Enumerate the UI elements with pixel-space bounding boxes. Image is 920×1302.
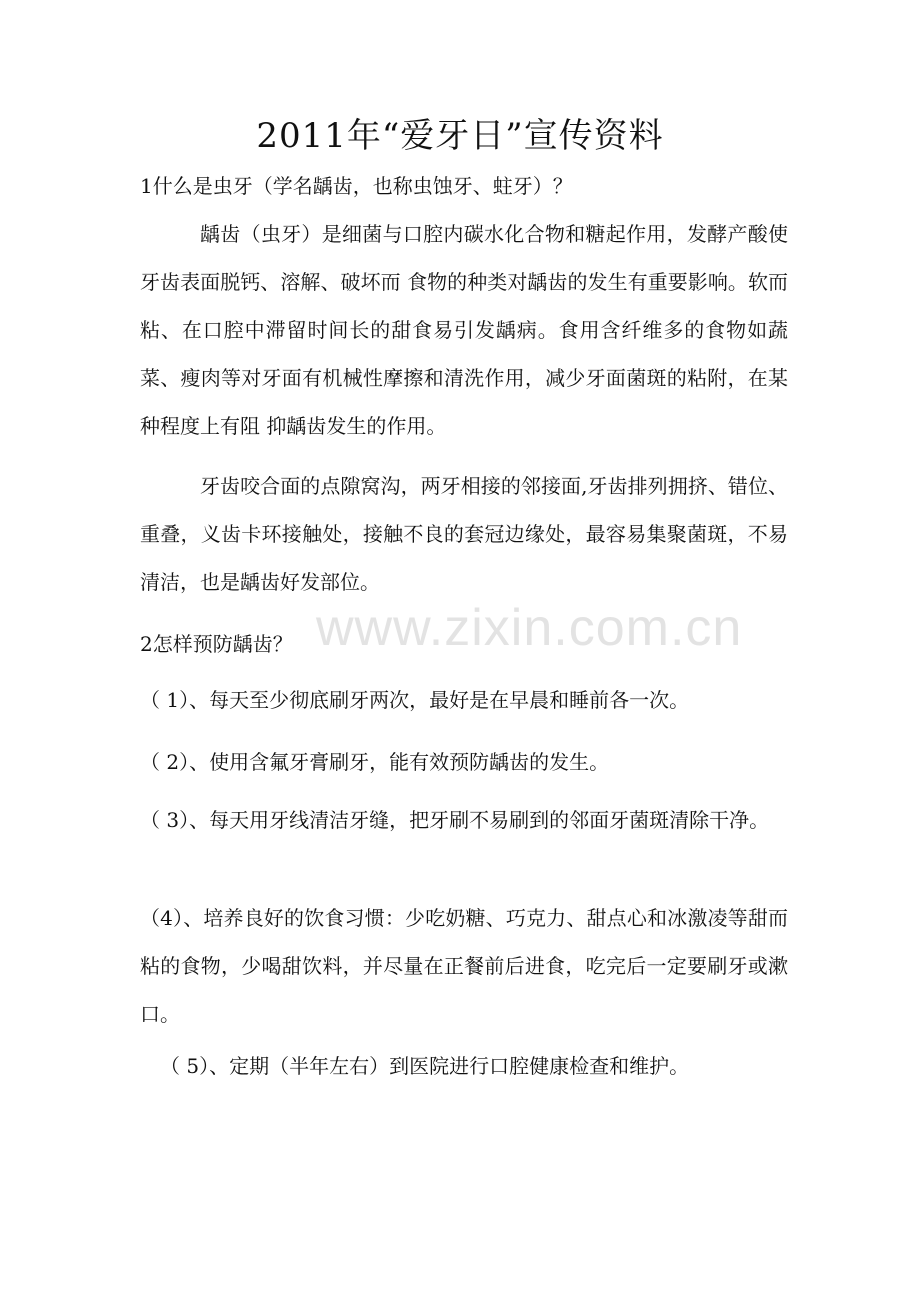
section-heading-prevention: 2怎样预防龋齿？	[140, 632, 293, 656]
prevention-item-1: （ 1）、每天至少彻底刷牙两次，最好是在早晨和睡前各一次。	[140, 688, 690, 712]
prevention-item-4: （4）、培养良好的饮食习惯：少吃奶糖、巧克力、甜点心和冰激凌等甜而粘的食物，少喝甜饮料，并尽量在正餐前后进食，吃完后一定要刷牙或漱口。	[140, 906, 788, 1026]
paragraph-caries-sites: 牙齿咬合面的点隙窝沟，两牙相接的邻接面,牙齿排列拥挤、错位、重叠，义齿卡环接触处，接触不良的套冠边缘处，最容易集聚菌斑，不易清洁，也是龋齿好发部位。	[140, 474, 788, 594]
paragraph-caries-cause: 龋齿（虫牙）是细菌与口腔内碳水化合物和糖起作用，发酵产酸使牙齿表面脱钙、溶解、破坏而 食物的种类对龋齿的发生有重要影响。软而粘、在口腔中滞留时间长的甜食易引发龋病。食用含纤维多的食物如蔬菜、瘦肉等对牙面有机械性摩擦和清洗作用，减少牙面菌斑的粘附，在某种程度上有阻 抑龋齿发生的作用。	[140, 222, 788, 438]
watermark-text: www.zixin.com.cn	[316, 599, 743, 657]
document-title: 2011年“爱牙日”宣传资料	[256, 116, 664, 156]
prevention-item-3: （ 3）、每天用牙线清洁牙缝，把牙刷不易刷到的邻面牙菌斑清除干净。	[140, 808, 770, 832]
prevention-item-2: （ 2）、使用含氟牙膏刷牙，能有效预防龋齿的发生。	[140, 750, 610, 774]
section-heading-what-is-caries: 1什么是虫牙（学名龋齿，也称虫蚀牙、蛀牙）？	[140, 174, 573, 198]
prevention-item-5: （ 5）、定期（半年左右）到医院进行口腔健康检查和维护。	[160, 1054, 690, 1078]
